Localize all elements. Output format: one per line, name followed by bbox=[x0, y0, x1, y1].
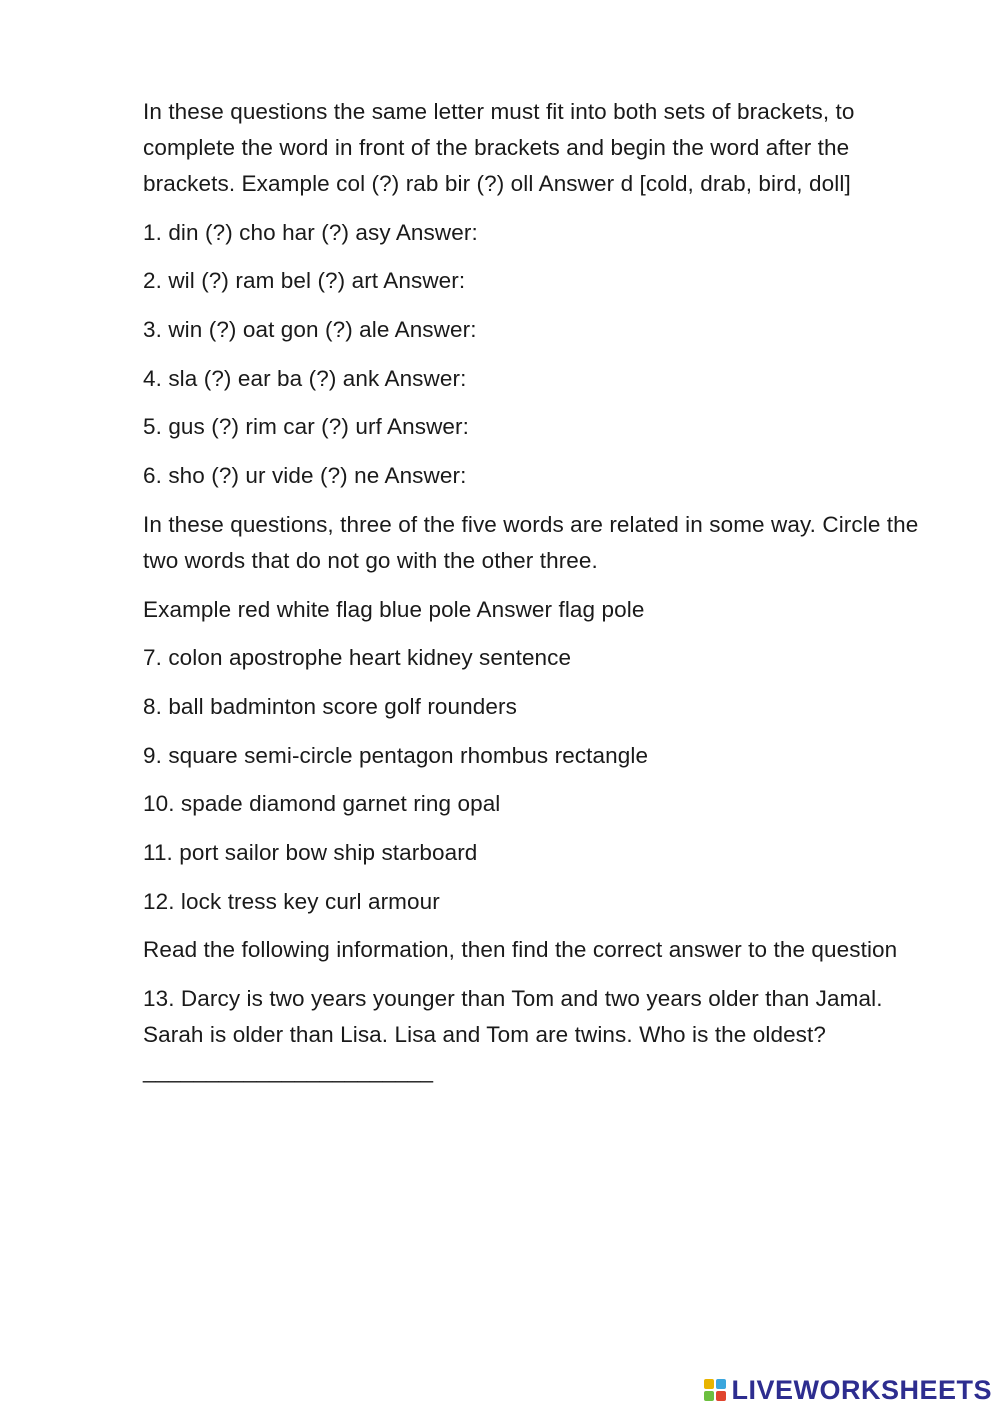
instructions-logic: Read the following information, then find the correct answer to the question bbox=[143, 937, 898, 963]
liveworksheets-logo-icon bbox=[703, 1378, 727, 1402]
instructions-odd-words: In these questions, three of the five words are related in some way. Circle the two words that do not go with the other three. bbox=[143, 511, 919, 573]
question-2: 2. wil (?) ram bel (?) art Answer: bbox=[143, 268, 466, 294]
example-odd-words: Example red white flag blue pole Answer flag pole bbox=[143, 596, 645, 622]
liveworksheets-logo-text: LIVEWORKSHEETS bbox=[731, 1375, 992, 1405]
question-13: 13. Darcy is two years younger than Tom and two years older than Jamal. Sarah is older than Lisa. Lisa and Tom are twins. Who is the oldest? _______________________ bbox=[143, 986, 883, 1083]
question-7: 7. colon apostrophe heart kidney sentence bbox=[143, 645, 572, 671]
instructions-bracket-questions: In these questions the same letter must fit into both sets of brackets, to complete the word in front of the brackets and begin the word after the brackets. Example col (?) rab bir (?) oll Answer d [cold, drab, bird, doll] bbox=[143, 99, 855, 196]
question-6: 6. sho (?) ur vide (?) ne Answer: bbox=[143, 463, 467, 489]
liveworksheets-logo bbox=[703, 1375, 992, 1405]
question-5: 5. gus (?) rim car (?) urf Answer: bbox=[143, 414, 469, 440]
question-9: 9. square semi-circle pentagon rhombus rectangle bbox=[143, 742, 649, 768]
question-11: 11. port sailor bow ship starboard bbox=[143, 839, 478, 865]
question-10: 10. spade diamond garnet ring opal bbox=[143, 791, 501, 817]
question-1: 1. din (?) cho har (?) asy Answer: bbox=[143, 219, 478, 245]
question-8: 8. ball badminton score golf rounders bbox=[143, 693, 517, 719]
question-4: 4. sla (?) ear ba (?) ank Answer: bbox=[143, 365, 467, 391]
question-12: 12. lock tress key curl armour bbox=[143, 888, 440, 914]
worksheet-body bbox=[143, 94, 943, 1102]
question-3: 3. win (?) oat gon (?) ale Answer: bbox=[143, 317, 477, 343]
